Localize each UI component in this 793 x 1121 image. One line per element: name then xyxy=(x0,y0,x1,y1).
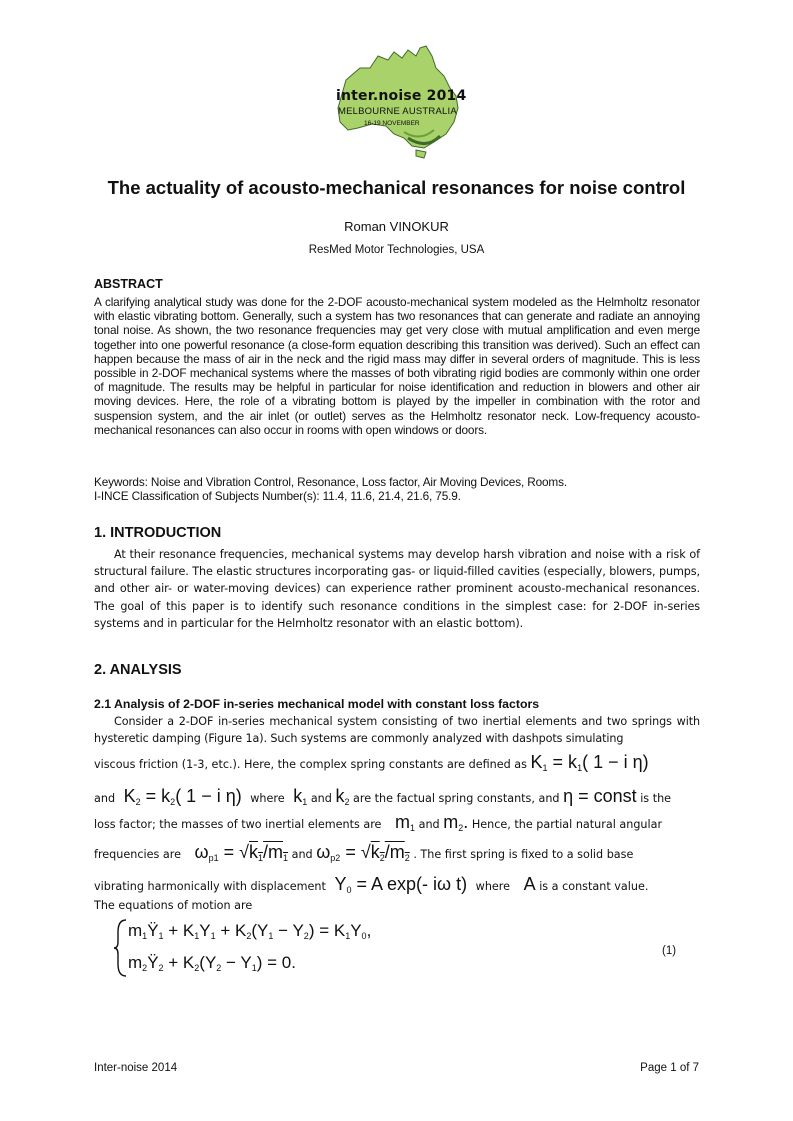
line5-where: where xyxy=(475,880,511,893)
text-line-2 xyxy=(94,786,671,807)
text-line-1 xyxy=(94,752,649,773)
intro-heading: 1. INTRODUCTION xyxy=(94,525,222,541)
analysis-paragraph: Consider a 2-DOF in-series mechanical system consisting of two inertial elements and two springs with hysteretic damping (Figure 1a). Such systems are commonly analyzed with dashpots simulating xyxy=(94,715,700,746)
text-line-6: The equations of motion are xyxy=(94,899,253,912)
line3-text: loss factor; the masses of two inertial elements are xyxy=(94,818,382,831)
line4-and: and xyxy=(291,848,313,861)
line4-rest: . The first spring is fixed to a solid base xyxy=(413,848,634,861)
footer-left: Inter-noise 2014 xyxy=(94,1062,178,1074)
equation-1: m1Ÿ1 + K1Y1 + K2(Y1 − Y2) = K1Y0, xyxy=(128,921,372,941)
keywords: Keywords: Noise and Vibration Control, Resonance, Loss factor, Air Moving Devices, Rooms. xyxy=(94,475,567,489)
line3-rest: Hence, the partial natural angular xyxy=(471,818,663,831)
formula-wp1: ωp1 = √k1/m1 xyxy=(184,842,289,863)
symbol-a: A xyxy=(513,874,536,894)
text-line-3 xyxy=(94,812,662,833)
line2-and2: and xyxy=(310,792,332,805)
logo-dates: 16-19 NOVEMBER xyxy=(364,120,420,127)
line4-text: frequencies are xyxy=(94,848,181,861)
line5-rest: is a constant value. xyxy=(539,880,649,893)
footer-right: Page 1 of 7 xyxy=(640,1062,699,1074)
tasmania-shape xyxy=(416,150,426,158)
formula-wp2: ωp2 = √k2/m2 xyxy=(316,842,410,863)
line2-rest: are the factual spring constants, and xyxy=(353,792,560,805)
line2-isthe: is the xyxy=(640,792,672,805)
analysis-heading: 2. ANALYSIS xyxy=(94,662,182,678)
symbol-k1: k1 xyxy=(288,786,308,807)
symbol-k2: k2 xyxy=(335,786,350,807)
abstract-heading: ABSTRACT xyxy=(94,277,163,291)
line5-text: vibrating harmonically with displacement xyxy=(94,880,326,893)
logo-title: inter.noise 2014 xyxy=(336,88,467,104)
line2-and: and xyxy=(94,792,116,805)
intro-body: At their resonance frequencies, mechanical systems may develop harsh vibration and noise with a risk of structural failure. The elastic structures incorporating gas- or liquid-filled cavities (especially, blowers, pumps, and other air- or water-moving devices) can experience rather prominent acousto-mechanical resonances. The goal of this paper is to identify such resonance conditions in the simplest case: for 2-DOF in-series systems and in particular for the Helmholtz resonator with an elastic bottom). xyxy=(94,548,700,630)
classification: I-INCE Classification of Subjects Number(s): 11.4, 11.6, 21.4, 21.6, 75.9. xyxy=(94,489,461,503)
symbol-m1: m1 xyxy=(385,812,416,833)
formula-k1: K1 = k1( 1 − i η) xyxy=(530,752,649,773)
text-line-5 xyxy=(94,874,648,895)
formula-eta: η = const xyxy=(563,786,637,806)
line1-text: viscous friction (1-3, etc.). Here, the complex spring constants are defined as xyxy=(94,758,527,771)
affiliation: ResMed Motor Technologies, USA xyxy=(308,244,485,256)
equation-number: (1) xyxy=(662,945,677,957)
logo-location: MELBOURNE AUSTRALIA xyxy=(338,106,457,117)
author: Roman VINOKUR xyxy=(344,219,449,234)
line3-and: and xyxy=(418,818,440,831)
equation-2: m2Ÿ2 + K2(Y2 − Y1) = 0. xyxy=(128,953,296,973)
conference-logo xyxy=(308,38,488,168)
formula-k2: K2 = k2( 1 − i η) xyxy=(118,786,247,807)
formula-y0: Y0 = A exp(- iω t) xyxy=(329,874,473,895)
subsection-heading: 2.1 Analysis of 2-DOF in-series mechanical model with constant loss factors xyxy=(94,697,540,711)
abstract-body: A clarifying analytical study was done for the 2-DOF acousto-mechanical system modeled as the Helmholtz resonator with elastic vibrating bottom. Generally, such a system has two resonances that can generate and radiate an annoying tonal noise. As shown, the two resonance frequencies may get very close with mutual amplification and even merge together into one powerful resonance (a close-form equation describing this transition was derived). Such an effect can happen because the mass of air in the neck and the rigid mass may differ in several orders of magnitude. This is less possible in 2-DOF mechanical systems where the masses of both vibrating rigid bodies are commonly within one order of magnitude. The results may be helpful in particular for noise identification and reduction in blowers and other air moving devices. Here, the role of a vibrating bottom is played by the impeller in combination with the rotor and suspension system, and the air inlet (or outlet) serves as the Helmholtz resonator neck. Low-frequency acousto-mechanical resonances can also occur in rooms with open windows or doors. xyxy=(94,295,700,437)
paper-title: The actuality of acousto-mechanical resonances for noise control xyxy=(107,177,686,198)
text-line-4 xyxy=(94,842,633,863)
line2-where: where xyxy=(250,792,285,805)
symbol-m2: m2. xyxy=(443,812,469,833)
